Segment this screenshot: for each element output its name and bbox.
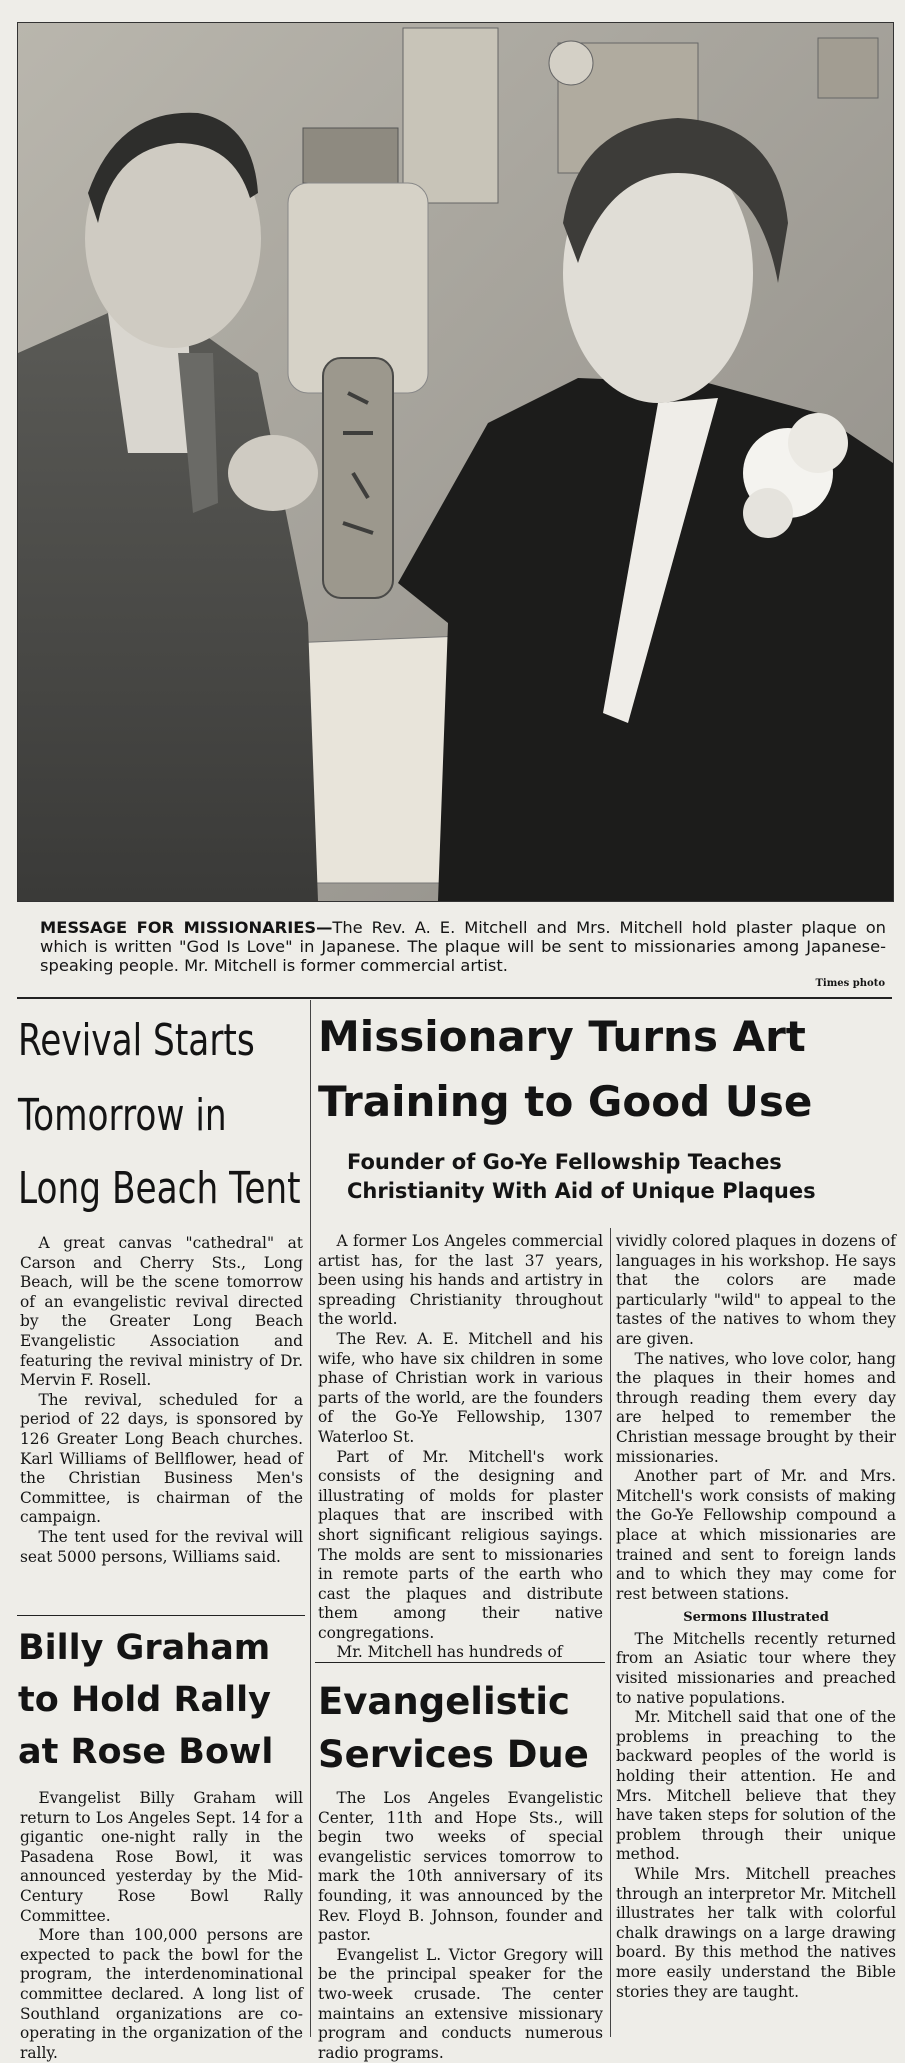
evangelistic-headline-line-2: Services Due <box>318 1733 589 1776</box>
caption-text: The Rev. A. E. Mitchell and Mrs. Mitchell hold plaster plaque on which is written "God Is Love" in Japanese. The plaque will be sent to missionaries among Japanese-speaking people. Mr. Mitchell is former commercial artist. <box>40 918 886 975</box>
revival-paragraph: The revival, scheduled for a period of 22 days, is sponsored by 126 Greater Long Beach churches. Karl Williams of Bellflower, head of the Christian Business Men's Committee, is chairman of the campaign. <box>20 1390 303 1527</box>
caption-rule <box>17 997 892 999</box>
evangelistic-paragraph: Evangelist L. Victor Gregory will be the principal speaker for the two-week crusade. The center maintains an extensive missionary program and conducts numerous radio programs. <box>318 1945 603 2062</box>
missionary-headline-line-1: Missionary Turns Art <box>318 1012 806 1061</box>
column-rule-2 <box>610 1228 611 2037</box>
graham-paragraph: Evangelist Billy Graham will return to Los Angeles Sept. 14 for a gigantic one-night rally in the Pasadena Rose Bowl, it was announced yesterday by the Mid-Century Rose Bowl Rally Committee. <box>20 1789 303 1925</box>
evangelistic-headline-line-1: Evangelistic <box>318 1680 570 1723</box>
photo-credit: Times photo <box>815 978 885 989</box>
revival-paragraph: A great canvas "cathedral" at Carson and Cherry Sts., Long Beach, will be the scene tomorrow of an evangelistic revival directed by the Greater Long Beach Evangelistic Association and featuring the revival ministry of Dr. Mervin F. Rosell. <box>20 1234 303 1390</box>
news-photo <box>17 22 894 902</box>
missionary-column-1 <box>318 1232 603 1663</box>
graham-body <box>20 1789 303 2063</box>
section-rule-left <box>17 1615 305 1616</box>
revival-paragraph: The tent used for the revival will seat 5000 persons, Williams said. <box>20 1527 303 1566</box>
revival-headline-line-3: Long Beach Tent <box>18 1163 301 1214</box>
missionary-paragraph: The natives, who love color, hang the plaques in their homes and through reading them every day are helped to remember the Christian message brought by their missionaries. <box>616 1349 896 1466</box>
missionary-paragraph: Part of Mr. Mitchell's work consists of the designing and illustrating of molds for plaster plaques that are inscribed with short significant religious sayings. The molds are sent to missionaries in remote parts of the earth who cast the plaques and distribute them among their native congregations. <box>318 1447 603 1642</box>
sermons-subhead: Sermons Illustrated <box>683 1610 829 1626</box>
column-rule-1 <box>310 1000 311 2037</box>
graham-headline-line-3: at Rose Bowl <box>18 1732 274 1772</box>
graham-paragraph: More than 100,000 persons are expected to pack the bowl for the program, the interdenominational committee declared. A long list of Southland organizations are co-operating in the organization of the rally. <box>20 1926 303 2062</box>
missionary-paragraph: While Mrs. Mitchell preaches through an interpretor Mr. Mitchell illustrates her talk with colorful chalk drawings on a large drawing board. By this method the natives more easily understand the Bible stories they are taught. <box>616 1865 896 2001</box>
graham-headline-line-2: to Hold Rally <box>18 1680 271 1720</box>
missionary-paragraph: The Mitchells recently returned from an Asiatic tour where they visited missionaries and preached to native populations. <box>616 1629 896 1707</box>
missionary-paragraph: Mr. Mitchell said that one of the problems in preaching to the backward peoples of the world is holding their attention. He and Mrs. Mitchell believe that they have taken steps for solution of the problem through their unique method. <box>616 1708 896 1864</box>
missionary-deck-line-2: Christianity With Aid of Unique Plaques <box>347 1179 816 1203</box>
revival-body <box>20 1234 303 1567</box>
graham-headline-line-1: Billy Graham <box>18 1628 271 1668</box>
missionary-paragraph: Mr. Mitchell has hundreds of <box>336 1643 563 1662</box>
evangelistic-body <box>318 1789 603 2063</box>
photo-caption <box>40 918 886 975</box>
evangelistic-paragraph: The Los Angeles Evangelistic Center, 11th and Hope Sts., will begin two weeks of special evangelistic services tomorrow to mark the 10th anniversary of its founding, it was announced by the Rev. Floyd B. Johnson, founder and pastor. <box>318 1789 603 1945</box>
missionary-paragraph: vividly colored plaques in dozens of languages in his workshop. He says that the colors are made particularly "wild" to appeal to the tastes of the natives to whom they are given. <box>616 1232 896 1348</box>
missionary-deck-line-1: Founder of Go-Ye Fellowship Teaches <box>347 1150 782 1174</box>
missionary-paragraph: The Rev. A. E. Mitchell and his wife, who have six children in some phase of Christian work in various parts of the world, are the founders of the Go-Ye Fellowship, 1307 Waterloo St. <box>318 1329 603 1446</box>
photo-image <box>18 23 893 901</box>
missionary-paragraph: Another part of Mr. and Mrs. Mitchell's work consists of making the Go-Ye Fellowship compound a place at which missionaries are trained and sent to foreign lands and to which they may come for rest between stations. <box>616 1467 896 1603</box>
caption-label: MESSAGE FOR MISSIONARIES— <box>40 918 333 937</box>
revival-headline-line-1: Revival Starts <box>18 1015 255 1066</box>
missionary-column-2 <box>616 1232 896 2002</box>
revival-headline-line-2: Tomorrow in <box>18 1090 227 1141</box>
missionary-paragraph: A former Los Angeles commercial artist has, for the last 37 years, been using his hands and artistry in spreading Christianity throughout the world. <box>318 1232 603 1329</box>
missionary-headline-line-2: Training to Good Use <box>318 1077 813 1126</box>
